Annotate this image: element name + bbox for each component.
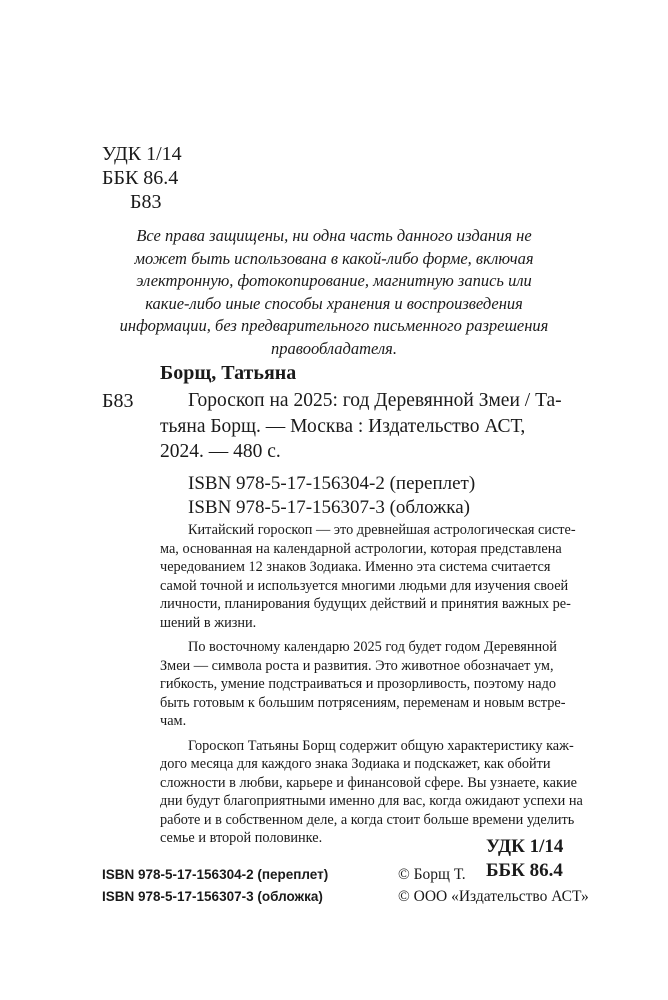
bbk-code: ББК 86.4 [102,167,179,189]
copyright-line: © ООО «Издательство АСТ» [398,888,589,905]
annotation-line: ма, основанная на календарной астрологии, которая представлена [160,540,562,557]
rights-line: может быть использована в какой-либо форме, включая [134,248,534,268]
top-classification-codes [102,142,302,214]
annotation-line: Гороскоп Татьяны Борщ содержит общую характеристику каж- [188,737,574,754]
isbn-line: ISBN 978-5-17-156307-3 (обложка) [188,496,470,518]
annotation-line: гибкость, умение подстраиваться и прозорливость, поэтому надо [160,676,557,692]
udk-code: УДК 1/14 [486,836,564,857]
biblio-line: 2024. — 480 с. [160,441,281,462]
annotation-line: самой точной и используется многими людьми для изучения своей [160,577,569,594]
annotation-line: По восточному календарю 2025 год будет годом Деревянной [188,639,557,655]
rights-line: информации, без предварительного письменного разрешения [119,316,549,335]
annotation-line: личности, планирования будущих действий и принятия важных ре- [160,596,571,612]
udk-code: УДК 1/14 [102,143,182,165]
annotation-line: дого месяца для каждого знака Зодиака и подскажет, как обойти [160,756,551,772]
biblio-line: тьяна Борщ. — Москва : Издательство АСТ, [160,415,526,437]
footer-copyright-block [398,864,589,908]
bbk-code: ББК 86.4 [486,860,563,881]
catalog-isbn-block [188,472,475,519]
annotation [160,521,583,854]
annotation-line: Змеи — символа роста и развития. Это животное обозначает ум, [160,657,554,674]
copyright-line: © Борщ Т. [398,866,466,883]
annotation-line: шений в жизни. [160,614,257,631]
biblio-line: Гороскоп на 2025: год Деревянной Змеи / Та- [188,390,562,411]
footer-isbn-line: ISBN 978-5-17-156304-2 (переплет) [102,867,329,882]
footer-isbn-block [102,864,328,908]
rights-line: правообладателя. [271,338,397,358]
annotation-line: сложности в любви, карьере и финансовой сфере. Вы узнаете, какие [160,774,577,791]
annotation-paragraph [160,638,570,731]
annotation-line: работе и в собственном деле, а когда стоит больше времени уделить [160,811,575,828]
annotation-line: Китайский гороскоп — это древнейшая астрологическая систе- [188,522,576,538]
footer-isbn-line: ISBN 978-5-17-156307-3 (обложка) [102,889,323,904]
rights-line: какие-либо иные способы хранения и воспроизведения [145,293,523,313]
catalog-author: Борщ, Татьяна [160,362,297,384]
bibliographic-description [160,388,570,465]
author-mark: Б83 [130,191,162,213]
isbn-line: ISBN 978-5-17-156304-2 (переплет) [188,473,476,494]
annotation-paragraph [160,521,576,632]
rights-line: электронную, фотокопирование, магнитную запись или [136,271,532,290]
annotation-paragraph [160,737,583,848]
rights-notice [100,225,568,360]
rights-line: Все права защищены, ни одна часть данного издания не [136,226,532,245]
annotation-line: дни будут благоприятными именно для вас, когда ожидают успехи на [160,793,583,809]
annotation-line: чам. [160,713,187,729]
annotation-line: быть готовым к большим потрясениям, переменам и новым встре- [160,694,566,711]
catalog-author-mark: Б83 [102,390,134,412]
annotation-line: семье и второй половинке. [160,830,323,846]
annotation-line: чередованием 12 знаков Зодиака. Именно эта система считается [160,559,551,575]
